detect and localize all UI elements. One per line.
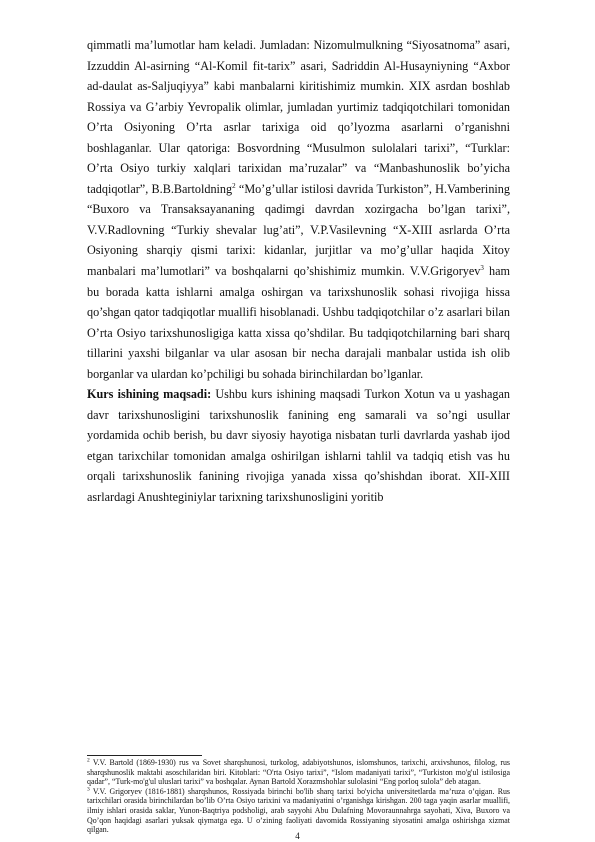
footnote-text: V.V. Grigoryev (1816-1881) sharqshunos, Rossiyada birinchi bo'lib sharq tarixi bo'yicha universitetlarda ma’ruza o’qigan. Rus tarixchilari orasida birinchilardan bo’lib O’rta Osiyo tarixini va madaniyatini o’rganishga kirishgan. 200 taga yaqin asarlar muallifi, ilmiy ishlari orasida saklar, Yunon-Baqtriya podsholigi, arab sayyohi Abu Dulafning Movoraunnahrga sayohati, Xiva, Buxoro va Qo’qon haqidagi asarlari yuksak qiymatga ega. U o’zining faoliyati davomida Rossiyaning siyosatini amalga oshirishga xizmat qilgan. — [87, 786, 510, 835]
aim-heading: Kurs ishining maqsadi: — [87, 387, 212, 402]
footnote-text: V.V. Bartold (1869-1930) rus va Sovet sharqshunosi, turkolog, adabiyotshunos, islomshunos, tarixchi, arxivshunos, filolog, rus sharqshunoslik maktabi asoschilaridan biri. Kitoblari: “O'rta Osiyo tarixi”, “Islom madaniyati tarixi”, “Turkiston mo'g'ul istilosiga qadar”, “Turk-mo'g'ul uluslari tarixi” va boshqalar. Aynan Bartold Xorazmshohlar sulolasini “Eng porloq sulola” deb atagan. — [87, 758, 510, 787]
footnote-mark: 3 — [87, 786, 90, 793]
paragraph-aim — [87, 384, 510, 507]
footnote-mark: 2 — [87, 757, 90, 764]
paragraph-text: ham bu borada katta ishlarni amalga oshirgan va tarixshunoslik sohasi rivojiga hissa qo’shgan qator tadqiqotlar muallifi hisoblanadi. Ushbu tadqiqotchilar o’z asarlari bilan O’rta Osiyo tarixshunosligiga katta xissa qo’shdilar. Bu tadqiqotchilarning bari sharq tillarini yaxshi bilganlar va ular asosan bir necha darajali manbalar ustida ish olib borganlar va ulardan ko’pchiligi bu sohada birinchilardan bo’lganlar. — [87, 264, 511, 381]
page-number: 4 — [295, 831, 300, 841]
paragraph-text: Ushbu kurs ishining maqsadi Turkon Xotun va u yashagan davr tarixshunosligini tarixshunoslik fanining eng samarali va so’ngi usullar yordamida ochib berish, bu davr siyosiy hayotiga nisbatan turli davrlarda yashab ijod etgan tarixchilar tomonidan amalga oshirilgan ishlarni tahlil va tadqiq etish vas hu orqali tarixshunoslik fanining rivojiga yanada xissa qo’shishdan iborat. XII-XIII asrlardagi Anushteginiylar tarixning tarixshunosligini yoritib — [87, 387, 510, 505]
footnote-reference: 3 — [480, 263, 484, 272]
footnotes — [87, 758, 510, 835]
footnote-reference: 2 — [232, 181, 236, 190]
paragraph-text: qimmatli ma’lumotlar ham keladi. Jumladan: Nizomulmulkning “Siyosatnoma” asari, Izzuddin Al-asirning “Al-Komil fit-tarix” asari, Sadriddin Al-Husayniyning “Axbor ad-daulat as-Saljuqiyya” kabi manbalarni kiritishimiz mumkin. XIX asrdan boshlab Rossiya va G’arbiy Yevropalik olimlar, jumladan yurtimiz tadqiqotchilari tomonidan O’rta Osiyoning O’rta asrlar tarixiga oid qo’lyozma asarlarni o’rganishni boshlaganlar. Ular qatoriga: Bosvordning “Musulmon sulolalari tarixi”, “Turklar: O’rta Osiyo turkiy xalqlari tarixidan ma’ruzalar” va “Manbashunoslik bo’yicha tadqiqotlar”, B.B.Bartoldning — [87, 38, 510, 196]
paragraph-sources — [87, 35, 510, 384]
footnote — [87, 787, 510, 835]
footnote-divider — [87, 755, 202, 756]
paragraph-text: “Mo’g’ullar istilosi davrida Turkiston”, H.Vamberining “Buxoro va Transaksayananing qadimgi davrdan xozirgacha bo’lgan tarixi”, V.V.Radlovning “Turkiy shevalar lug’ati”, V.P.Vasilevning “X-XIII asrlarda O’rta Osiyoning sharqiy qismi tarixi: kidanlar, jurjitlar va mo’g’ullar haqida Xitoy manbalari ma’lumotlari” va boshqalarni qo’shishimiz mumkin. V.V.Grigoryev — [87, 181, 510, 279]
body-text — [87, 35, 510, 508]
footnote — [87, 758, 510, 787]
